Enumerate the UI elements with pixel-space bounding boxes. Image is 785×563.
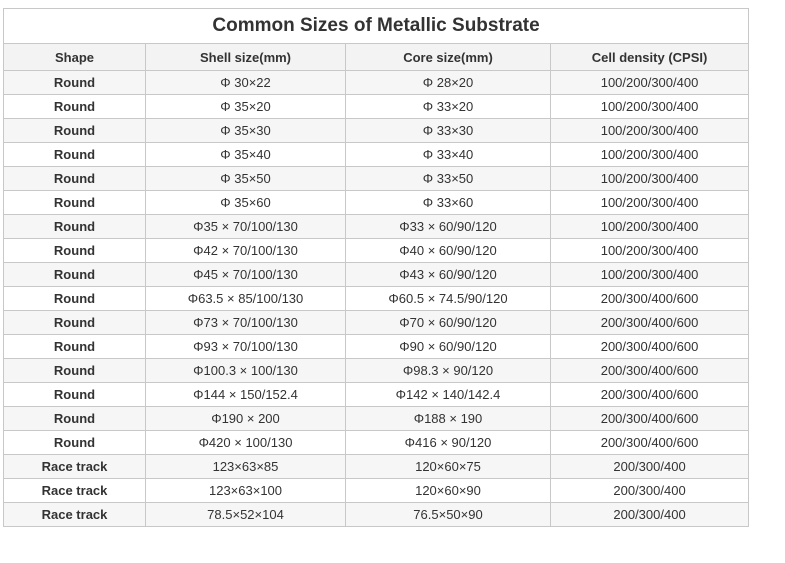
header-shape: Shape	[4, 44, 146, 71]
cell-density-cell: 200/300/400/600	[551, 359, 749, 383]
core-size-cell: Φ142 × 140/142.4	[346, 383, 551, 407]
shape-cell: Round	[4, 383, 146, 407]
core-size-cell: Φ70 × 60/90/120	[346, 311, 551, 335]
table-row	[4, 407, 749, 431]
shell-size-cell: Φ 30×22	[146, 71, 346, 95]
cell-density-cell: 200/300/400/600	[551, 287, 749, 311]
shell-size-cell: 123×63×85	[146, 455, 346, 479]
core-size-cell: Φ188 × 190	[346, 407, 551, 431]
cell-density-cell: 100/200/300/400	[551, 167, 749, 191]
shape-cell: Race track	[4, 479, 146, 503]
table-row	[4, 191, 749, 215]
cell-density-cell: 100/200/300/400	[551, 95, 749, 119]
cell-density-cell: 100/200/300/400	[551, 215, 749, 239]
shell-size-cell: Φ190 × 200	[146, 407, 346, 431]
cell-density-cell: 100/200/300/400	[551, 71, 749, 95]
header-cell-density: Cell density (CPSI)	[551, 44, 749, 71]
core-size-cell: Φ 33×20	[346, 95, 551, 119]
shape-cell: Round	[4, 335, 146, 359]
table-row	[4, 215, 749, 239]
cell-density-cell: 100/200/300/400	[551, 119, 749, 143]
shape-cell: Round	[4, 263, 146, 287]
table-title: Common Sizes of Metallic Substrate	[4, 9, 749, 44]
core-size-cell: Φ43 × 60/90/120	[346, 263, 551, 287]
core-size-cell: Φ40 × 60/90/120	[346, 239, 551, 263]
table-row	[4, 119, 749, 143]
cell-density-cell: 200/300/400	[551, 503, 749, 527]
cell-density-cell: 100/200/300/400	[551, 239, 749, 263]
table-row	[4, 311, 749, 335]
shell-size-cell: Φ63.5 × 85/100/130	[146, 287, 346, 311]
shell-size-cell: Φ 35×50	[146, 167, 346, 191]
shell-size-cell: Φ73 × 70/100/130	[146, 311, 346, 335]
table-row	[4, 287, 749, 311]
table-row	[4, 383, 749, 407]
shell-size-cell: 78.5×52×104	[146, 503, 346, 527]
header-shell-size: Shell size(mm)	[146, 44, 346, 71]
shape-cell: Round	[4, 431, 146, 455]
cell-density-cell: 200/300/400/600	[551, 383, 749, 407]
shape-cell: Race track	[4, 455, 146, 479]
cell-density-cell: 200/300/400/600	[551, 431, 749, 455]
shell-size-cell: Φ 35×40	[146, 143, 346, 167]
shape-cell: Round	[4, 143, 146, 167]
table-row	[4, 359, 749, 383]
shell-size-cell: Φ 35×60	[146, 191, 346, 215]
table-row	[4, 335, 749, 359]
table-row	[4, 431, 749, 455]
core-size-cell: Φ 33×30	[346, 119, 551, 143]
cell-density-cell: 200/300/400/600	[551, 407, 749, 431]
core-size-cell: Φ60.5 × 74.5/90/120	[346, 287, 551, 311]
title-row	[4, 9, 749, 44]
shape-cell: Race track	[4, 503, 146, 527]
header-core-size: Core size(mm)	[346, 44, 551, 71]
shape-cell: Round	[4, 215, 146, 239]
shape-cell: Round	[4, 287, 146, 311]
shell-size-cell: Φ420 × 100/130	[146, 431, 346, 455]
core-size-cell: Φ416 × 90/120	[346, 431, 551, 455]
table-row	[4, 143, 749, 167]
core-size-cell: Φ90 × 60/90/120	[346, 335, 551, 359]
shape-cell: Round	[4, 239, 146, 263]
shape-cell: Round	[4, 167, 146, 191]
table-row	[4, 479, 749, 503]
shape-cell: Round	[4, 191, 146, 215]
shell-size-cell: Φ 35×30	[146, 119, 346, 143]
substrate-size-table	[3, 8, 749, 527]
shape-cell: Round	[4, 407, 146, 431]
shell-size-cell: 123×63×100	[146, 479, 346, 503]
shell-size-cell: Φ35 × 70/100/130	[146, 215, 346, 239]
shell-size-cell: Φ 35×20	[146, 95, 346, 119]
shell-size-cell: Φ45 × 70/100/130	[146, 263, 346, 287]
core-size-cell: 76.5×50×90	[346, 503, 551, 527]
cell-density-cell: 100/200/300/400	[551, 263, 749, 287]
cell-density-cell: 200/300/400	[551, 479, 749, 503]
shape-cell: Round	[4, 311, 146, 335]
cell-density-cell: 200/300/400/600	[551, 335, 749, 359]
core-size-cell: Φ98.3 × 90/120	[346, 359, 551, 383]
shell-size-cell: Φ144 × 150/152.4	[146, 383, 346, 407]
cell-density-cell: 100/200/300/400	[551, 191, 749, 215]
shape-cell: Round	[4, 95, 146, 119]
cell-density-cell: 200/300/400	[551, 455, 749, 479]
table-row	[4, 95, 749, 119]
core-size-cell: Φ 33×60	[346, 191, 551, 215]
substrate-size-table-wrapper	[3, 8, 748, 527]
table-row	[4, 455, 749, 479]
core-size-cell: 120×60×75	[346, 455, 551, 479]
core-size-cell: 120×60×90	[346, 479, 551, 503]
table-body	[4, 71, 749, 527]
core-size-cell: Φ 33×40	[346, 143, 551, 167]
shell-size-cell: Φ100.3 × 100/130	[146, 359, 346, 383]
cell-density-cell: 200/300/400/600	[551, 311, 749, 335]
table-row	[4, 263, 749, 287]
core-size-cell: Φ 33×50	[346, 167, 551, 191]
shape-cell: Round	[4, 359, 146, 383]
table-row	[4, 503, 749, 527]
core-size-cell: Φ33 × 60/90/120	[346, 215, 551, 239]
core-size-cell: Φ 28×20	[346, 71, 551, 95]
shape-cell: Round	[4, 71, 146, 95]
table-row	[4, 71, 749, 95]
shell-size-cell: Φ42 × 70/100/130	[146, 239, 346, 263]
cell-density-cell: 100/200/300/400	[551, 143, 749, 167]
table-row	[4, 167, 749, 191]
header-row	[4, 44, 749, 71]
shell-size-cell: Φ93 × 70/100/130	[146, 335, 346, 359]
shape-cell: Round	[4, 119, 146, 143]
table-row	[4, 239, 749, 263]
